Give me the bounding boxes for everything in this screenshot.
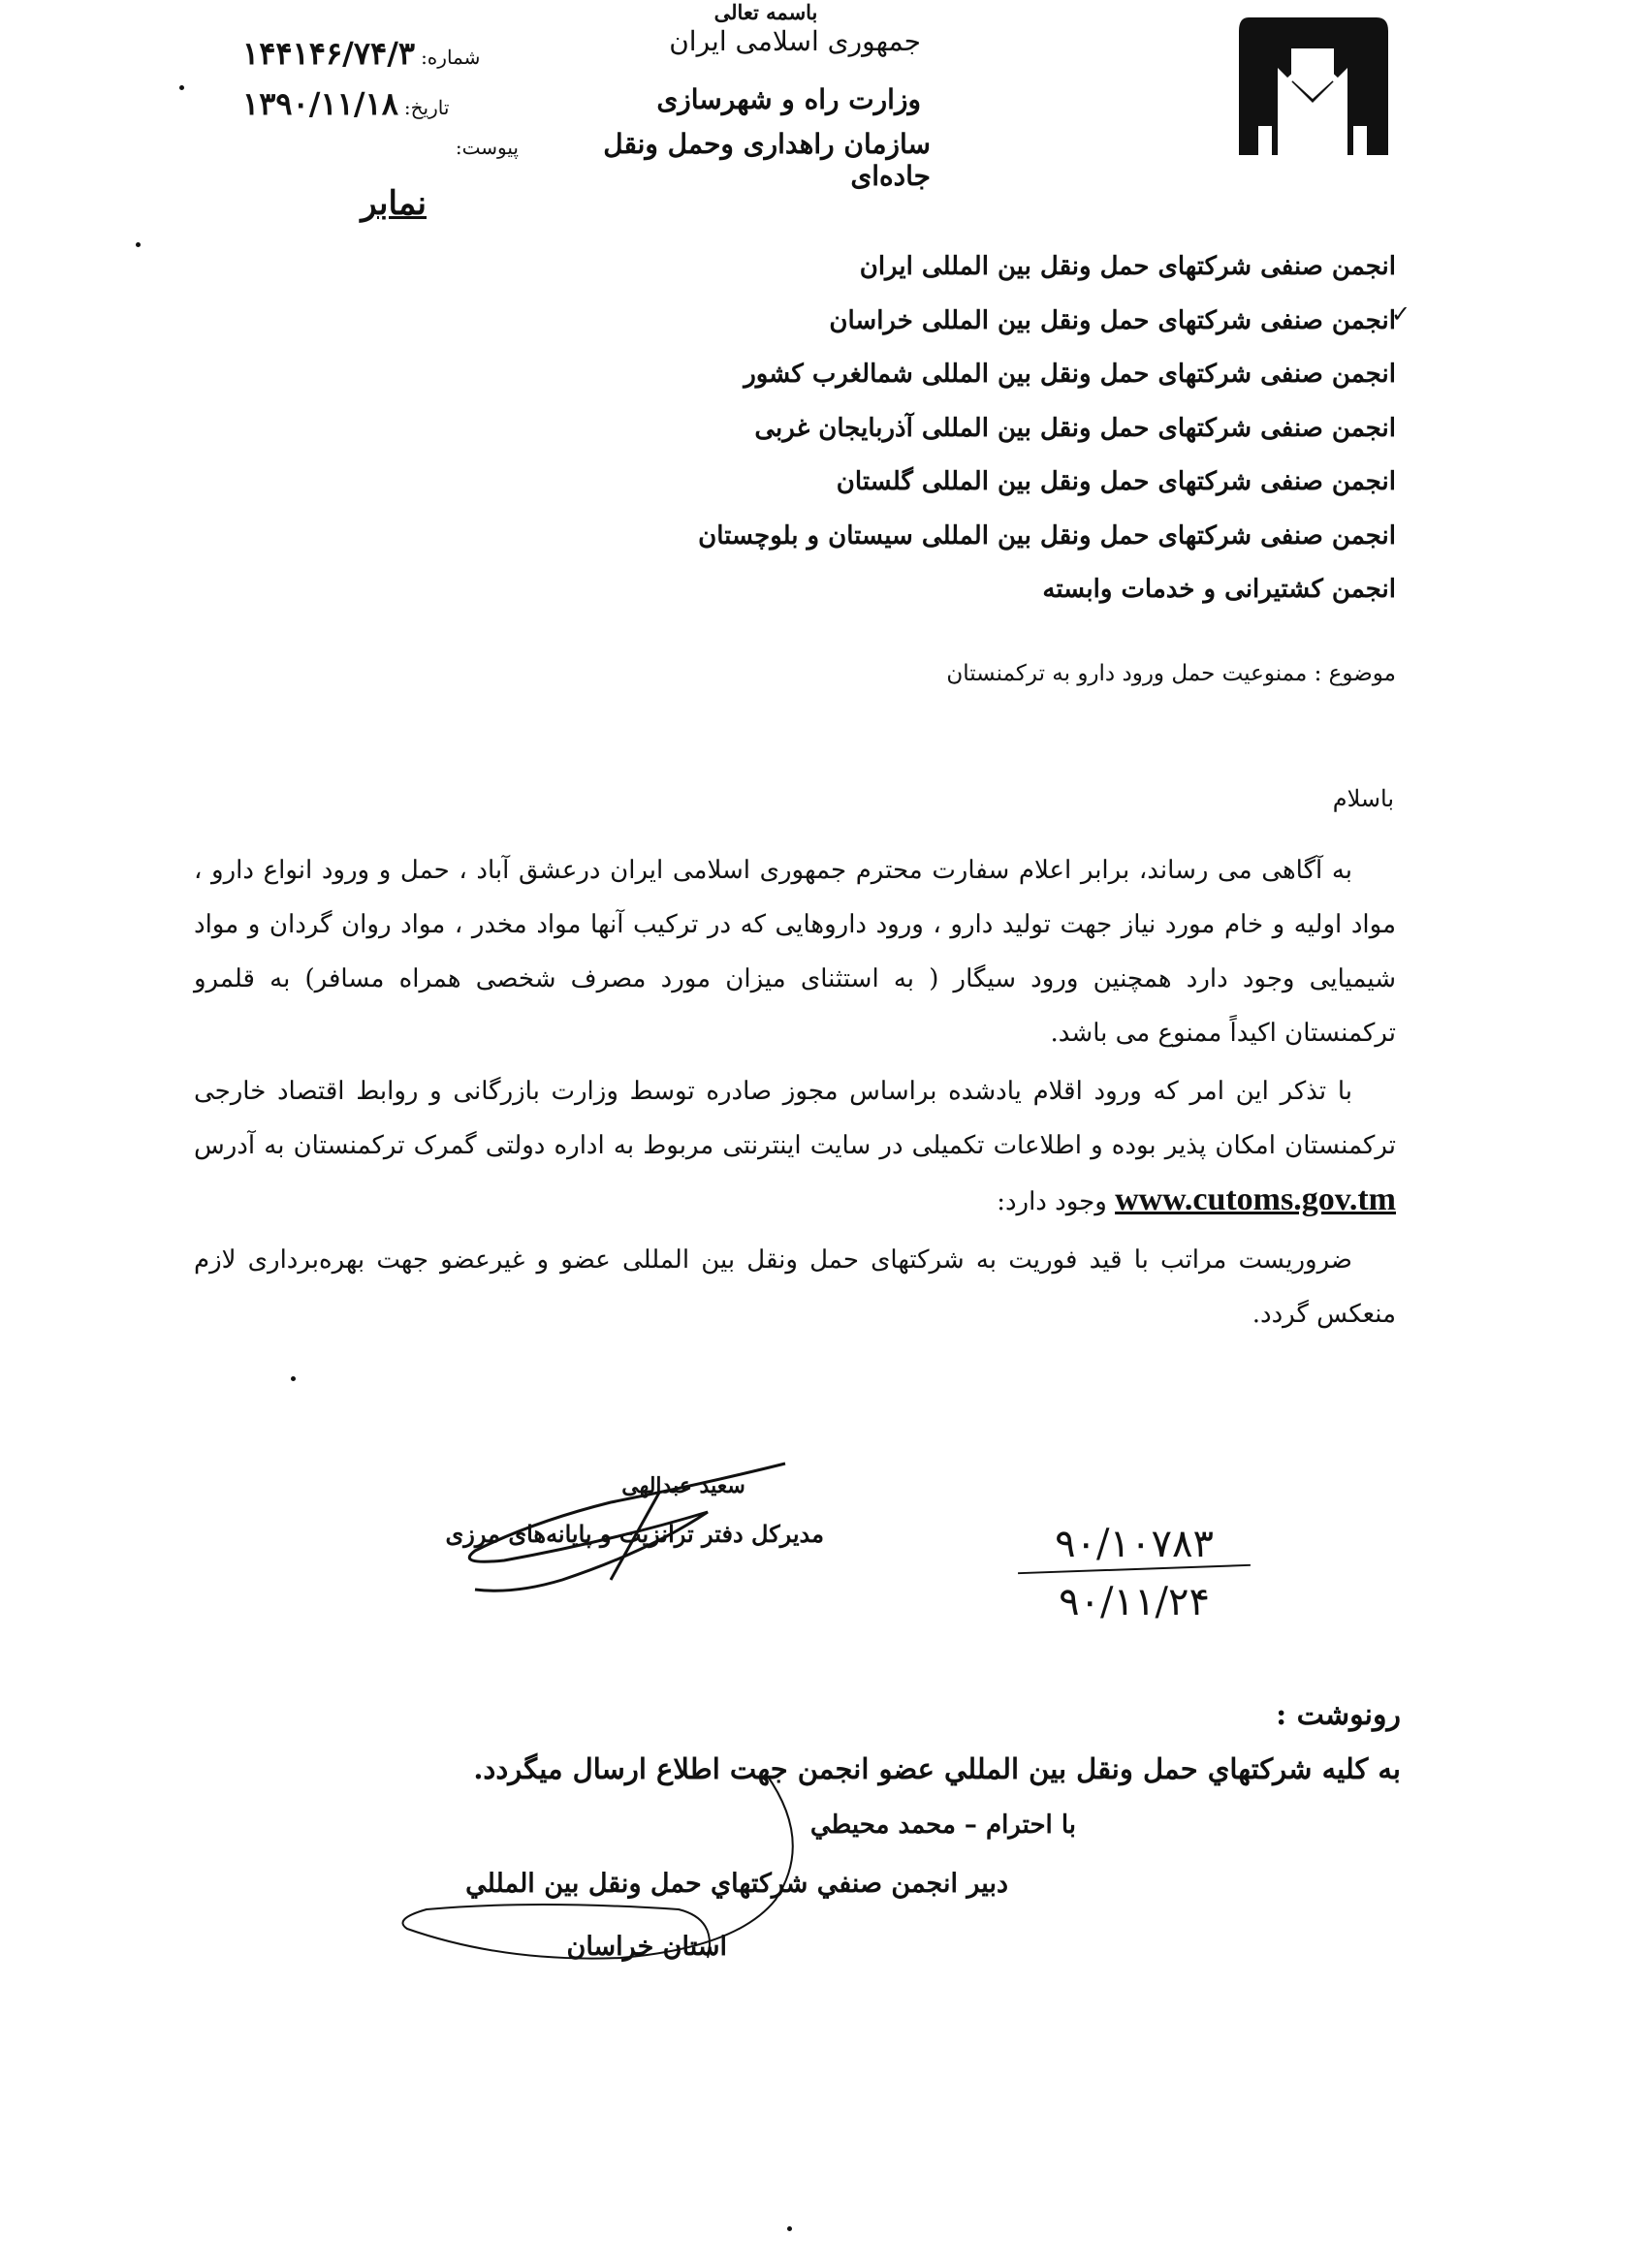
- number-value: ۱۴۴۱۴۶/۷۴/۳: [242, 35, 416, 72]
- ministry-logo-icon: [1231, 10, 1394, 163]
- number-row: [242, 35, 519, 85]
- recipient-item: انجمن کشتیرانی و خدمات وابسته: [1042, 575, 1396, 604]
- letter-meta: [242, 35, 519, 186]
- body-paragraph-3: ضروریست مراتب با قید فوریت به شرکتهای حمل ونقل بین المللی عضو و غیرعضو جهت بهره‌برداری لازم منعکس گردد.: [194, 1245, 1396, 1329]
- date-label: تاریخ:: [403, 96, 450, 119]
- body-paragraph-2-tail: وجود دارد:: [997, 1187, 1107, 1216]
- cc-province: استان خراسان: [566, 1932, 727, 1962]
- ministry-name: وزارت راه و شهرسازی: [656, 83, 921, 115]
- cc-text: به کلیه شرکتهاي حمل ونقل بين المللي عضو انجمن جهت اطلاع ارسال ميگردد.: [473, 1752, 1401, 1785]
- cc-regards: با احترام – محمد محیطي: [809, 1811, 1076, 1840]
- scan-speck: [291, 1376, 296, 1381]
- cc-heading: رونوشت :: [1276, 1698, 1401, 1732]
- country-name: جمهوری اسلامی ایران: [669, 25, 921, 57]
- registration-number: ۹۰/۱۰۷۸۳: [1055, 1522, 1214, 1566]
- cc-signature-icon: [388, 1764, 834, 1977]
- tick-mark-icon: ✓: [1391, 300, 1411, 328]
- recipient-list: [679, 247, 1396, 624]
- basmala: باسمه تعالی: [713, 0, 818, 24]
- recipient-item: انجمن صنفی شرکتهای حمل ونقل بین المللی گلستان: [836, 467, 1396, 496]
- scan-speck: [179, 85, 184, 90]
- signer-name: سعید عبدالهی: [621, 1473, 745, 1498]
- signer-title: مدیرکل دفتر ترانزیت و پایانه‌های مرزی: [445, 1520, 824, 1548]
- recipient-item: انجمن صنفی شرکتهای حمل ونقل بین المللی سیستان و بلوچستان: [698, 520, 1396, 551]
- subject-line: [921, 661, 1396, 686]
- date-row: [242, 85, 519, 136]
- recipient-item: انجمن صنفی شرکتهای حمل ونقل بین المللی ایران: [859, 252, 1396, 281]
- body-paragraph-1: به آگاهی می رساند، برابر اعلام سفارت محترم جمهوری اسلامی ایران درعشق آباد ، حمل و ورود انواع دارو ، مواد اولیه و خام مورد نیاز جهت تولید دارو ، ورود داروهایی که در ترکیب آنها مواد مخدر ، مواد روان گردان و مواد شیمیایی وجود دارد همچنین ورود سیگار ( به استثنای میزان مورد مصرف شخصی همراه مسافر) به قلمرو ترکمنستان اکیداً ممنوع می باشد.: [194, 856, 1396, 1048]
- recipient-item: انجمن صنفی شرکتهای حمل ونقل بین المللی خراسان: [829, 305, 1396, 335]
- subject-text: ممنوعیت حمل ورود دارو به ترکمنستان: [946, 661, 1308, 686]
- letter-body: [194, 843, 1396, 1345]
- attachment-label: پیوست:: [455, 136, 519, 159]
- subject-label: موضوع :: [1314, 661, 1396, 686]
- organization-name: سازمان راهداری وحمل ونقل جاده‌ای: [603, 128, 931, 192]
- customs-website-link[interactable]: www.cutoms.gov.tm: [1115, 1181, 1396, 1217]
- greeting: باسلام: [1332, 785, 1394, 812]
- scan-speck: [136, 242, 141, 247]
- registration-date: ۹۰/۱۱/۲۴: [1059, 1580, 1210, 1624]
- cc-secretary-title: دبير انجمن صنفي شركتهاي حمل ونقل بين المللي: [465, 1869, 1008, 1899]
- recipient-item: انجمن صنفی شرکتهای حمل ونقل بین المللی آذربایجان غربی: [754, 413, 1396, 443]
- body-paragraph-2-text: با تذکر این امر که ورود اقلام یادشده براساس مجوز صادره توسط وزارت بازرگانی و روابط اقتصاد خارجی ترکمنستان امکان پذیر بوده و اطلاعات تکمیلی در سایت اینترنتی مربوط به اداره دولتی گمرک ترکمنستان به آدرس: [194, 1077, 1396, 1160]
- attachment-row: [242, 136, 519, 186]
- fax-label: نمابر: [361, 184, 427, 223]
- number-label: شماره:: [421, 46, 481, 69]
- date-value: ۱۳۹۰/۱۱/۱۸: [242, 85, 398, 122]
- recipient-item: انجمن صنفی شرکتهای حمل ونقل بین المللی شمالغرب کشور: [744, 360, 1396, 389]
- scan-speck: [787, 2226, 792, 2231]
- body-paragraph-2: [194, 1064, 1396, 1229]
